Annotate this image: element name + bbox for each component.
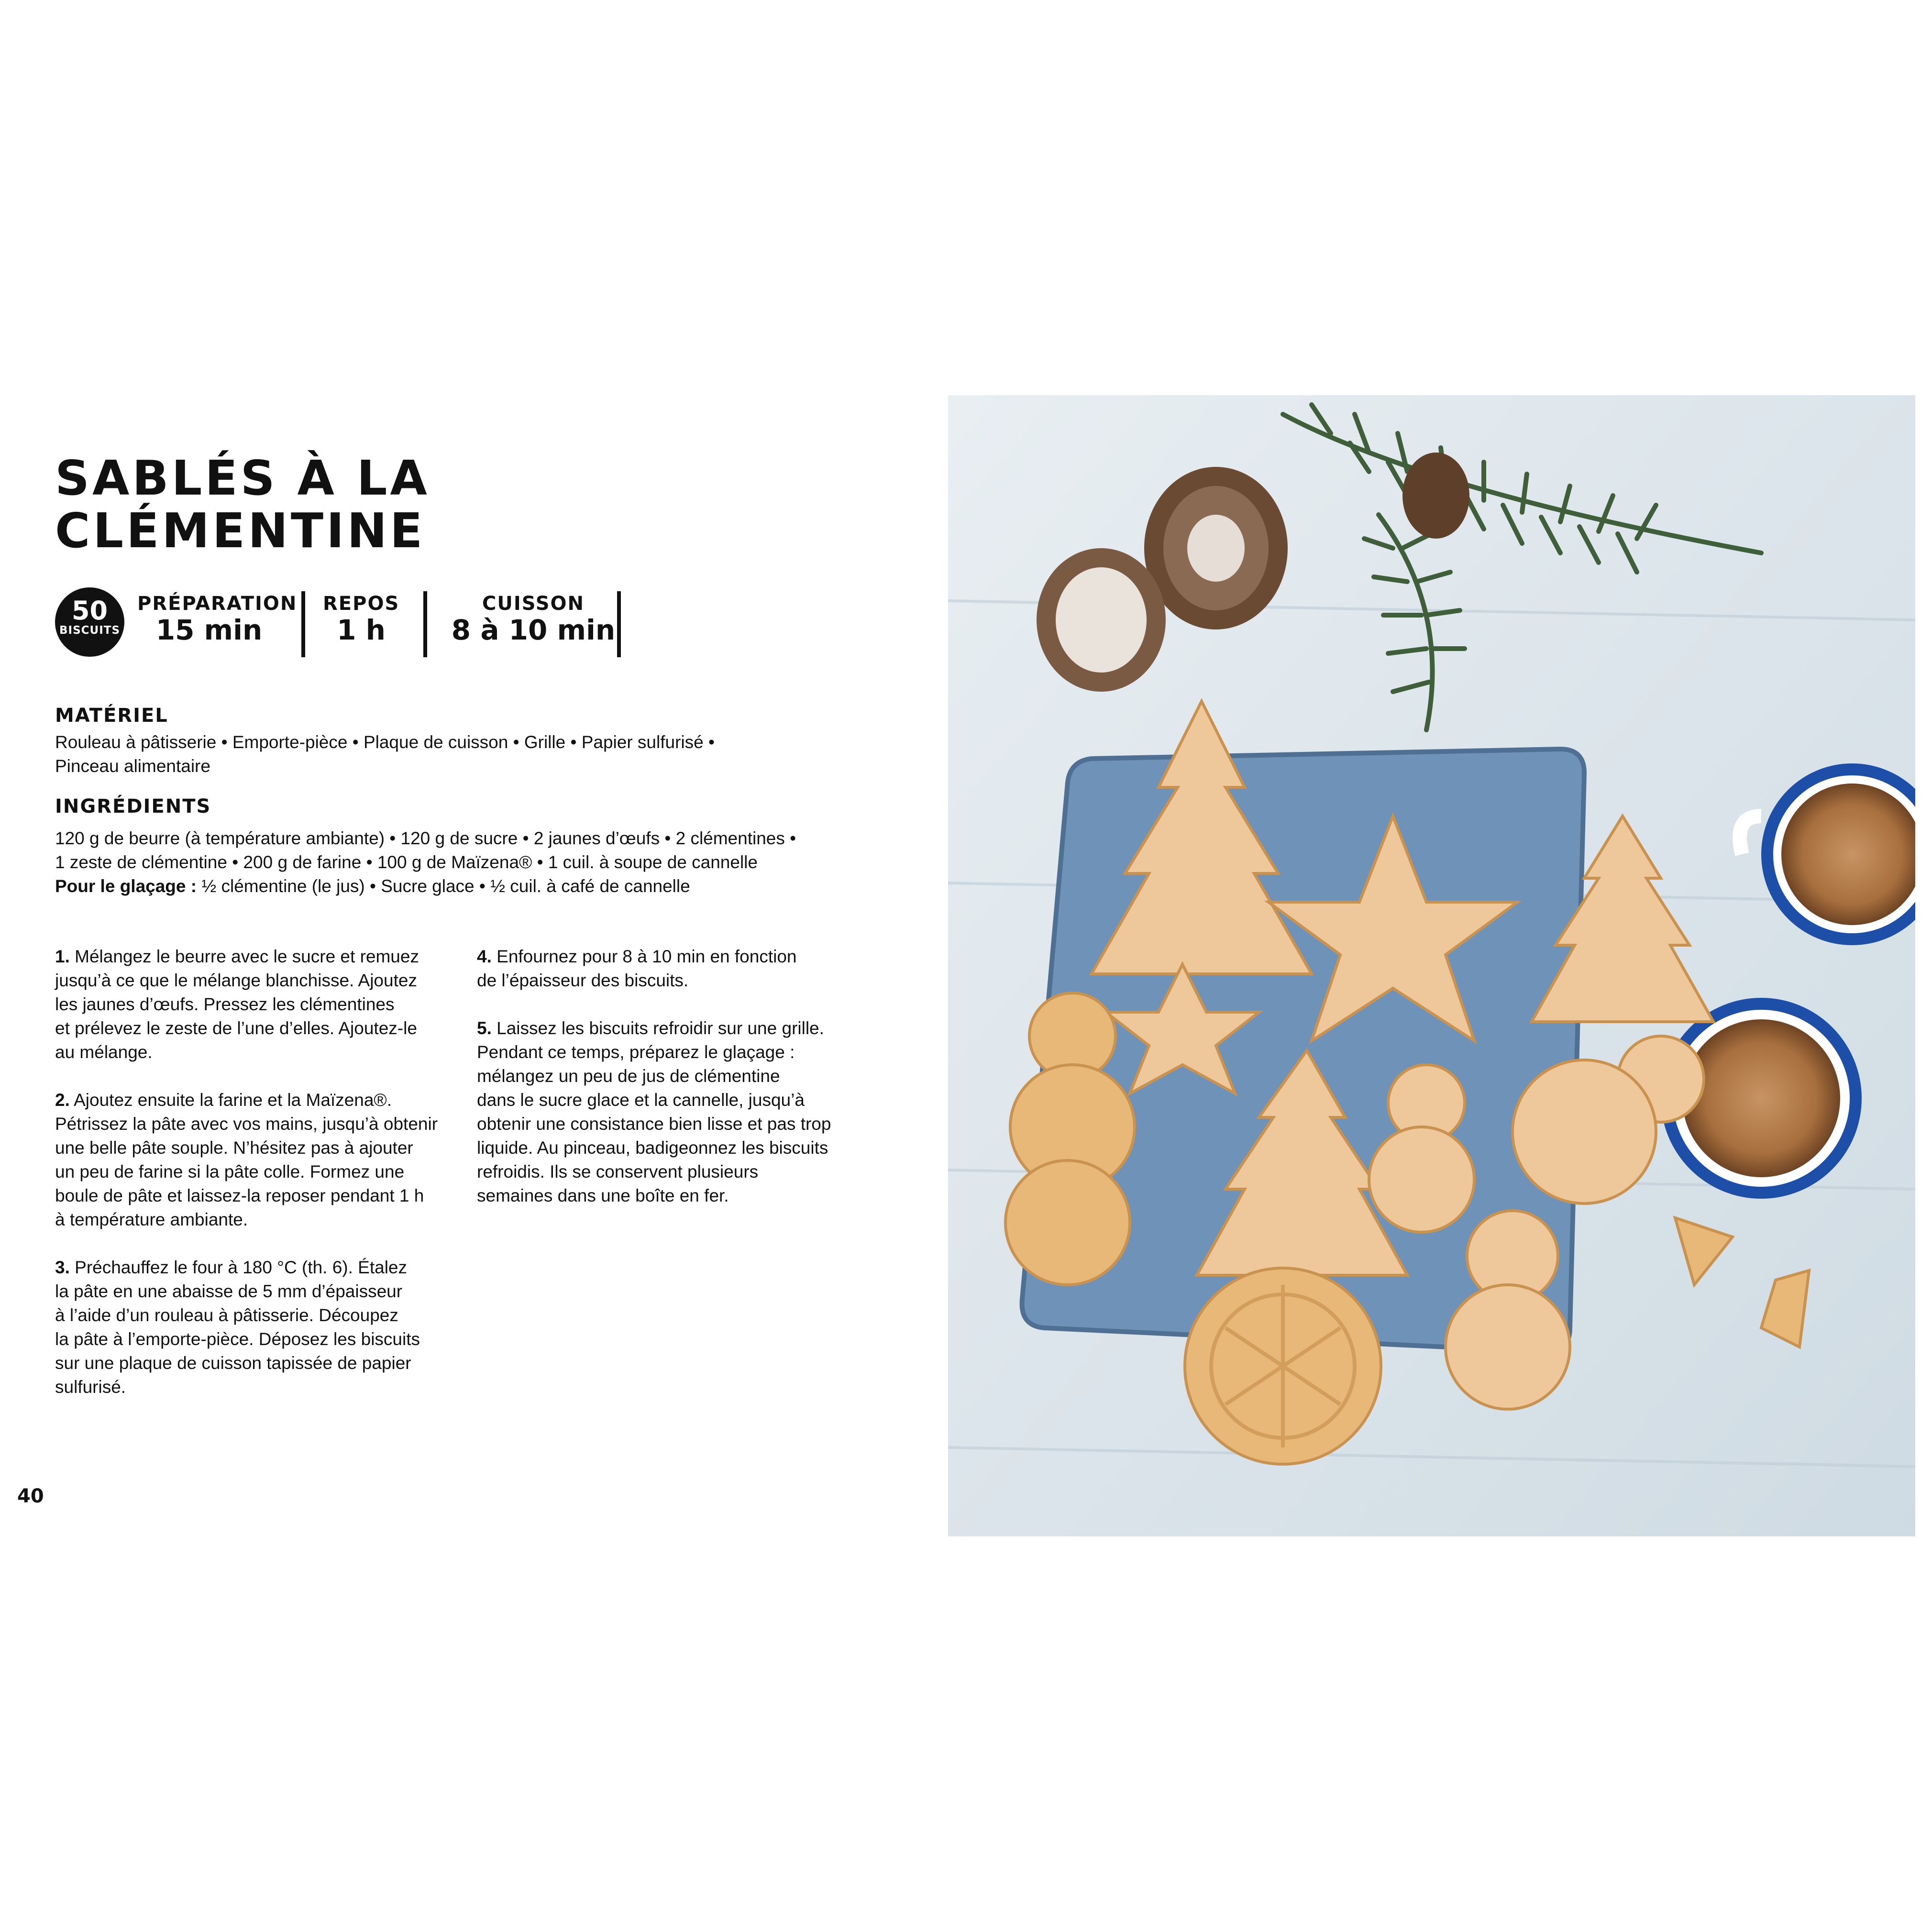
materiel-line-1: Rouleau à pâtisserie • Emporte-pièce • Plaque de cuisson • Grille • Papier sulfurisé • [55, 732, 715, 752]
step-1 [55, 945, 466, 1064]
step-number: 1. [55, 947, 70, 966]
step-line: la pâte en une abaisse de 5 mm d’épaisseur [55, 1281, 403, 1301]
stat-value: 8 à 10 min [451, 614, 616, 646]
step-line: Pétrissez la pâte avec vos mains, jusqu’à obtenir [55, 1114, 438, 1134]
step-number: 4. [477, 947, 492, 966]
stat-value: 1 h [337, 614, 386, 646]
cookies-illustration [948, 395, 1915, 1536]
page-number: 40 [17, 1485, 44, 1507]
step-line: au mélange. [55, 1042, 153, 1062]
yield-badge [55, 587, 124, 657]
recipe-title: SABLÉS À LA CLÉMENTINE [55, 450, 430, 559]
yield-unit: BISCUITS [59, 624, 121, 637]
recipe-photo [948, 395, 1915, 1536]
pine-cone [1144, 467, 1288, 629]
step-5 [477, 1016, 898, 1208]
step-number: 3. [55, 1258, 70, 1277]
step-number: 5. [477, 1018, 492, 1038]
glaze-line [55, 874, 916, 898]
pine-cone [1402, 453, 1469, 539]
yield-number: 50 [71, 596, 108, 626]
ingredients-heading: INGRÉDIENTS [55, 795, 211, 817]
materiel-heading: MATÉRIEL [55, 705, 168, 727]
step-line: obtenir une consistance bien lisse et pas trop [477, 1114, 831, 1134]
step-2 [55, 1088, 466, 1232]
step-line: de l’épaisseur des biscuits. [477, 971, 689, 990]
pine-cone [1037, 548, 1166, 692]
step-line: Pendant ce temps, préparez le glaçage : [477, 1042, 795, 1062]
step-line: Préchauffez le four à 180 °C (th. 6). Étalez [75, 1258, 408, 1277]
stat-divider [617, 591, 621, 657]
step-line: et prélevez le zeste de l’une d’elles. Ajoutez-le [55, 1018, 417, 1038]
step-line: Mélangez le beurre avec le sucre et remuez [75, 947, 419, 966]
ingredients-line-1: 120 g de beurre (à température ambiante) • 120 g de sucre • 2 jaunes d’œufs • 2 clémentines • [55, 828, 796, 848]
step-number: 2. [55, 1090, 70, 1110]
round-cookie [1185, 1268, 1381, 1464]
glaze-text: ½ clémentine (le jus) • Sucre glace • ½ cuil. à café de cannelle [197, 876, 690, 896]
step-line: refroidis. Ils se conservent plusieurs [477, 1162, 759, 1181]
glaze-label: Pour le glaçage : [55, 876, 197, 896]
materiel-line-2: Pinceau alimentaire [55, 756, 210, 776]
step-line: les jaunes d’œufs. Pressez les clémentines [55, 994, 395, 1014]
step-line: semaines dans une boîte en fer. [477, 1186, 729, 1205]
stat-cuisson [445, 593, 622, 646]
ingredients-line-2: 1 zeste de clémentine • 200 g de farine • 100 g de Maïzena® • 1 cuil. à soupe de cannelle [55, 852, 758, 872]
step-4 [477, 945, 898, 993]
stat-repos [323, 593, 399, 646]
stat-label: REPOS [323, 593, 400, 615]
step-line: Ajoutez ensuite la farine et la Maïzena®. [74, 1090, 392, 1110]
step-line: à température ambiante. [55, 1210, 248, 1229]
step-line: Laissez les biscuits refroidir sur une grille. [497, 1018, 824, 1038]
step-line: boule de pâte et laissez-la reposer pendant 1 h [55, 1186, 424, 1205]
step-line: sur une plaque de cuisson tapissée de papier [55, 1353, 411, 1373]
stat-value: 15 min [155, 614, 263, 646]
stat-divider [423, 591, 427, 657]
step-line: sulfurisé. [55, 1377, 126, 1397]
step-line: liquide. Au pinceau, badigeonnez les biscuits [477, 1138, 828, 1158]
stat-preparation [137, 593, 298, 646]
step-line: une belle pâte souple. N’hésitez pas à ajouter [55, 1138, 413, 1158]
step-line: mélangez un peu de jus de clémentine [477, 1066, 780, 1086]
step-line: un peu de farine si la pâte colle. Formez une [55, 1162, 405, 1181]
step-line: dans le sucre glace et la cannelle, jusqu’à [477, 1090, 805, 1110]
stat-label: CUISSON [482, 593, 585, 615]
step-line: à l’aide d’un rouleau à pâtisserie. Découpez [55, 1305, 398, 1325]
stat-label: PRÉPARATION [137, 593, 298, 615]
step-3 [55, 1256, 466, 1399]
step-line: jusqu’à ce que le mélange blanchisse. Ajoutez [55, 971, 417, 990]
stat-divider [301, 591, 305, 657]
step-line: Enfournez pour 8 à 10 min en fonction [497, 947, 797, 966]
step-line: la pâte à l’emporte-pièce. Déposez les biscuits [55, 1329, 420, 1349]
